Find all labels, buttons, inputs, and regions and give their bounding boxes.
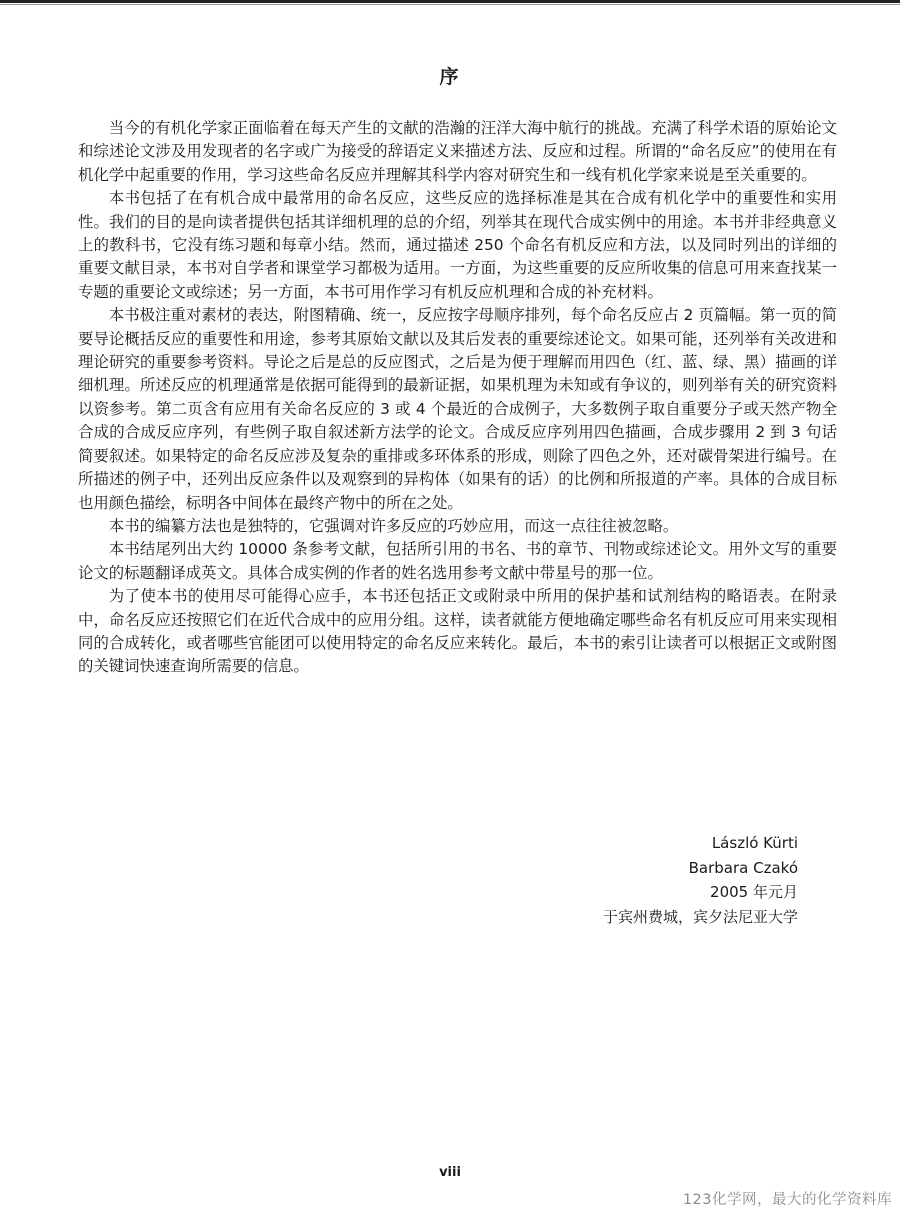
- page-title: 序: [439, 66, 461, 88]
- paragraph: 当今的有机化学家正面临着在每天产生的文献的浩瀚的汪洋大海中航行的挑战。充满了科学术语的原始论文和综述论文涉及用发现者的名字或广为接受的辞语定义来描述方法、反应和过程。所谓的“命名反应”的使用在有机化学中起重要的作用，学习这些命名反应并理解其科学内容对研究生和一线有机化学家来说是至关重要的。: [78, 119, 837, 184]
- paragraph: 本书的编纂方法也是独特的，它强调对许多反应的巧妙应用，而这一点往往被忽略。: [108, 516, 679, 535]
- paragraph: 本书包括了在有机合成中最常用的命名反应，这些反应的选择标准是其在合成有机化学中的重要性和实用性。我们的目的是向读者提供包括其详细机理的总的介绍，列举其在现代合成实例中的用途。本书并非经典意义上的教科书，它没有练习题和每章小结。然而，通过描述 250 个命名有机反应和方法，以及同时列出的详细的重要文献目录，本书对自学者和课堂学习都极为适用。一方面，为这些重要的反应所收集的信息可用来查找某一专题的重要论文或综述；另一方面，本书可用作学习有机反应机理和合成的补充材料。: [78, 189, 837, 301]
- top-rule: [0, 0, 900, 3]
- paragraph: 为了使本书的使用尽可能得心应手，本书还包括正文或附录中所用的保护基和试剂结构的略语表。在附录中，命名反应还按照它们在近代合成中的应用分组。这样，读者就能方便地确定哪些命名有机反应可用来实现相同的合成转化，或者哪些官能团可以使用特定的命名反应来转化。最后，本书的索引让读者可以根据正文或附图的关键词快速查询所需要的信息。: [78, 587, 837, 676]
- signature-place: 于宾州费城，宾夕法尼亚大学: [602, 907, 798, 926]
- page-number: viii: [439, 1165, 461, 1180]
- signature-block: [603, 831, 798, 929]
- paragraph: 本书极注重对素材的表达，附图精确、统一，反应按字母顺序排列，每个命名反应占 2 页篇幅。第一页的简要导论概括反应的重要性和用途，参考其原始文献以及其后发表的重要综述论文。如果可能，还列举有关改进和理论研究的重要参考资料。导论之后是总的反应图式，之后是为便于理解而用四色（红、蓝、绿、黑）描画的详细机理。所述反应的机理通常是依据可能得到的最新证据，如果机理为未知或有争议的，则列举有关的研究资料以资参考。第二页含有应用有关命名反应的 3 或 4 个最近的合成例子，大多数例子取自重要分子或天然产物全合成的合成反应序列，有些例子取自叙述新方法学的论文。合成反应序列用四色描画，合成步骤用 2 到 3 句话简要叙述。如果特定的命名反应涉及复杂的重排或多环体系的形成，则除了四色之外，还对碳骨架进行编号。在所描述的例子中，还列出反应条件以及观察到的异构体（如果有的话）的比例和所报道的产率。具体的合成目标也用颜色描绘，标明各中间体在最终产物中的所在之处。: [78, 306, 837, 512]
- top-rule-thin: [0, 4, 900, 5]
- paragraph: 本书结尾列出大约 10000 条参考文献，包括所引用的书名、书的章节、刊物或综述论文。用外文写的重要论文的标题翻译成英文。具体合成实例的作者的姓名选用参考文献中带星号的那一位。: [78, 540, 837, 582]
- watermark: 123化学网，最大的化学资料库: [682, 1192, 892, 1208]
- author-name: Barbara Czakó: [688, 858, 798, 877]
- signature-date: 2005 年元月: [710, 883, 798, 901]
- author-name: László Kürti: [711, 834, 798, 852]
- preface-body: [78, 117, 837, 679]
